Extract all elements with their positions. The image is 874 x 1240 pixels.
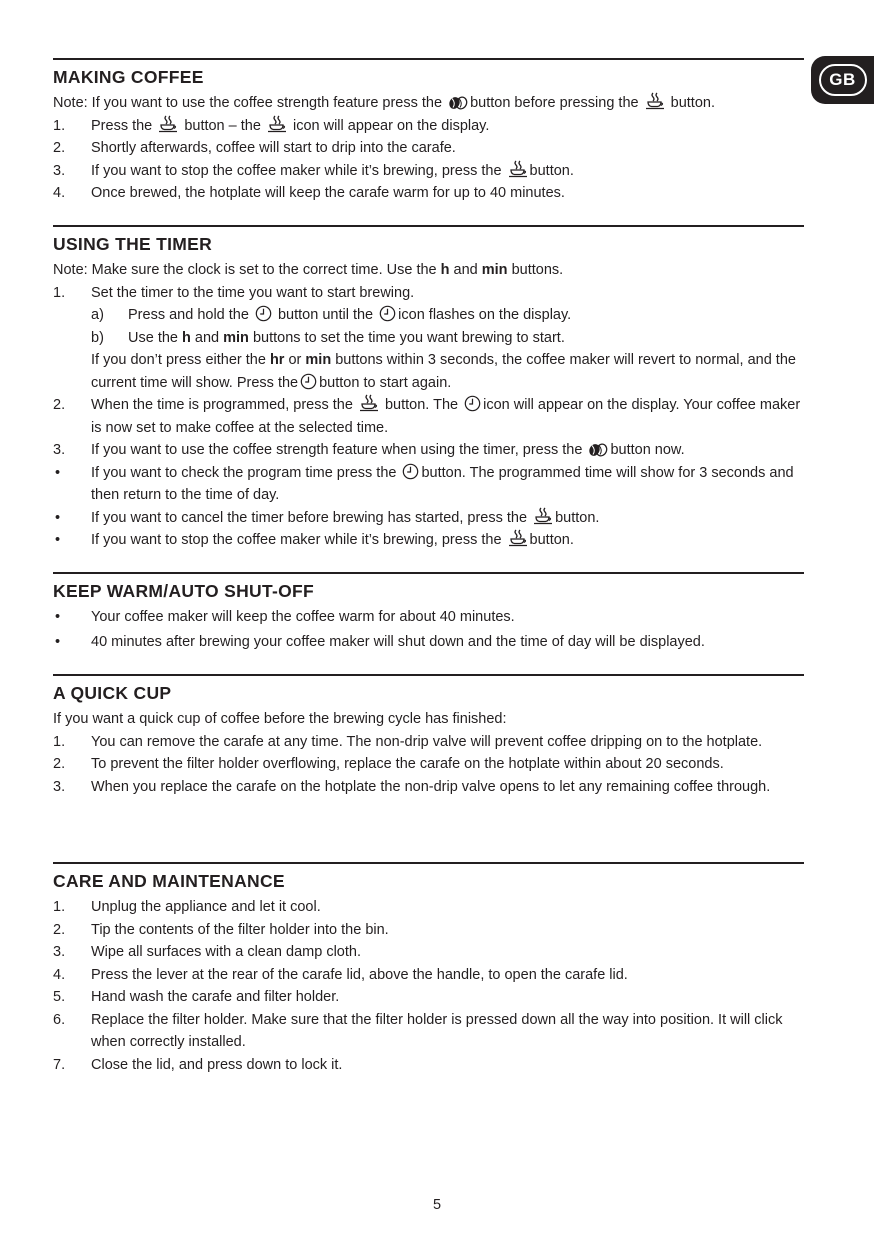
list-item: 1. You can remove the carafe at any time. The non-drip valve will prevent coffee dripping on to the hotplate. [53, 733, 763, 750]
list-item: 1. Press the button – the icon will appear on the display. [53, 115, 804, 138]
brew-icon [533, 507, 553, 525]
list-item: 3. When you replace the carafe on the hotplate the non-drip valve opens to let any remaining coffee through. [53, 778, 771, 795]
coffee-strength-icon [588, 443, 608, 457]
making-coffee-steps [53, 115, 804, 205]
page-number: 5 [432, 1197, 442, 1213]
section-divider [53, 572, 804, 574]
section-making-coffee [53, 58, 804, 205]
list-item: 3. Wipe all surfaces with a clean damp cloth. [53, 944, 361, 960]
list-item: • If you want to stop the coffee maker while it’s brewing, press the button. [53, 529, 804, 552]
section-keep-warm [53, 572, 804, 653]
section-title: A QUICK CUP [53, 683, 172, 703]
section-using-timer [53, 225, 804, 552]
list-item: 6. Replace the filter holder. Make sure that the filter holder is pressed down all the way into position. It will click when correctly installed. [53, 1011, 783, 1050]
coffee-strength-icon [448, 96, 468, 110]
list-item: 2. When the time is programmed, press the button. The icon will appear on the display. Your coffee maker is now set to make coffee at the selected time. [53, 394, 804, 439]
timer-steps [53, 282, 804, 552]
list-item: • If you want to check the program time press the button. The programmed time will show for 3 seconds and then return to the time of day. [55, 464, 794, 503]
list-item: 2. Shortly afterwards, coffee will start to drip into the carafe. [53, 140, 456, 156]
list-item: 3. If you want to stop the coffee maker while it’s brewing, press the button. [53, 160, 804, 183]
section-divider [53, 862, 804, 864]
list-item: 2. To prevent the filter holder overflowing, replace the carafe on the hotplate within about 20 seconds. [53, 756, 724, 772]
clock-icon [402, 463, 419, 480]
section-care-maintenance [53, 862, 804, 1076]
language-badge-label: GB [819, 64, 867, 96]
list-item: 4. Once brewed, the hotplate will keep the carafe warm for up to 40 minutes. [53, 185, 565, 201]
sub-item: a) Press and hold the button until the icon flashes on the display. [91, 307, 572, 323]
list-item: 5. Hand wash the carafe and filter holder. [53, 989, 340, 1005]
clock-icon [464, 395, 481, 412]
list-item: 1. Set the timer to the time you want to start brewing. a) Press and hold the button until the icon flashes on the display. b) Use the h and min buttons to set the time you want brewing to start. If you don’t press either the hr or min buttons within 3 seconds, the coffee maker will revert to normal, and the current time will show. Press the button to start again. [53, 282, 804, 395]
keep-warm-bullets [53, 606, 804, 653]
section-title: CARE AND MAINTENANCE [53, 871, 285, 891]
section-title: MAKING COFFEE [53, 67, 204, 87]
section-quick-cup [53, 674, 804, 798]
care-steps [53, 896, 804, 1076]
section-divider [53, 225, 804, 227]
clock-icon [379, 305, 396, 322]
clock-icon [300, 373, 317, 390]
brew-icon [508, 160, 528, 178]
section-title: USING THE TIMER [53, 234, 213, 254]
brew-icon [645, 92, 665, 110]
note: Note: Make sure the clock is set to the correct time. Use the h and min buttons. [53, 262, 564, 278]
section-title: KEEP WARM/AUTO SHUT-OFF [53, 581, 314, 601]
list-item: • Your coffee maker will keep the coffee warm for about 40 minutes. [55, 609, 515, 625]
brew-icon [508, 529, 528, 547]
list-item: 7. Close the lid, and press down to lock it. [53, 1056, 343, 1073]
brew-icon [158, 115, 178, 133]
list-item: 3. If you want to use the coffee strength feature when using the timer, press the button now. [53, 442, 685, 458]
section-divider [53, 58, 804, 60]
list-item: • 40 minutes after brewing your coffee maker will shut down and the time of day will be displayed. [55, 633, 705, 650]
revert-note: If you don’t press either the hr or min buttons within 3 seconds, the coffee maker will revert to normal, and the current time will show. Press the button to start again. [91, 352, 796, 391]
clock-icon [255, 305, 272, 322]
list-item: 1. Unplug the appliance and let it cool. [53, 899, 321, 915]
brew-icon [267, 115, 287, 133]
sub-item: b) Use the h and min buttons to set the time you want brewing to start. [91, 329, 565, 346]
list-item: • If you want to cancel the timer before brewing has started, press the button. [53, 507, 804, 530]
list-item: 4. Press the lever at the rear of the carafe lid, above the handle, to open the carafe lid. [53, 966, 628, 983]
language-badge [811, 56, 874, 104]
quick-cup-steps [53, 731, 804, 799]
brew-icon [359, 394, 379, 412]
section-divider [53, 674, 804, 676]
note: Note: If you want to use the coffee strength feature press the button before pressing the button. [53, 92, 804, 115]
list-item: 2. Tip the contents of the filter holder into the bin. [53, 921, 389, 938]
intro: If you want a quick cup of coffee before the brewing cycle has finished: [53, 711, 507, 727]
